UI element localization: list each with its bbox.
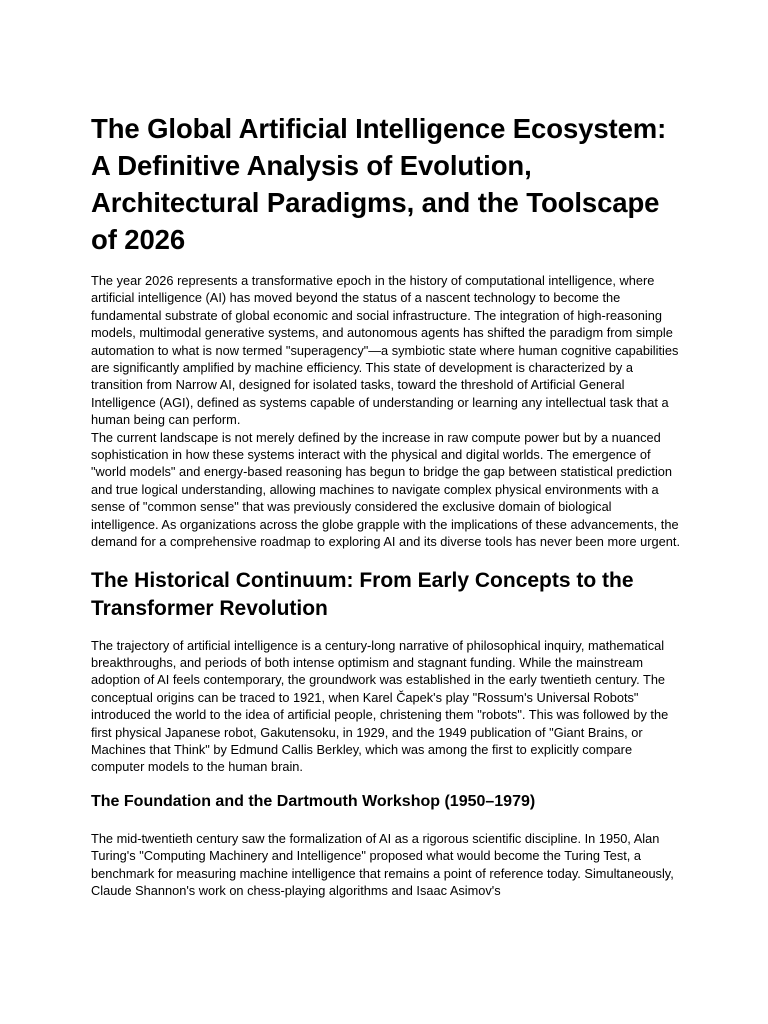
document-page <box>91 110 681 899</box>
intro-paragraph-2: The current landscape is not merely defined by the increase in raw compute power but by a nuanced sophistication in how these systems interact with the physical and digital worlds. The emergence of "world models" and energy-based reasoning has begun to bridge the gap between statistical prediction and true logical understanding, allowing machines to navigate complex physical environments with a sense of "common sense" that was previously considered the exclusive domain of biological intelligence. As organizations across the globe grapple with the implications of these advancements, the demand for a comprehensive roadmap to exploring AI and its diverse tools has never been more urgent. <box>91 429 680 550</box>
section-paragraph: The trajectory of artificial intelligence is a century-long narrative of philosophical inquiry, mathematical breakthroughs, and periods of both intense optimism and stagnant funding. While the mainstream adoption of AI feels contemporary, the groundwork was established in the early twentieth century. The conceptual origins can be traced to 1921, when Karel Čapek's play "Rossum's Universal Robots" introduced the world to the idea of artificial people, christening them "robots". This was followed by the first physical Japanese robot, Gakutensoku, in 1929, and the 1949 publication of "Giant Brains, or Machines that Think" by Edmund Callis Berkley, which was among the first to explicitly compare computer models to the human brain. <box>91 637 669 775</box>
document-title: The Global Artificial Intelligence Ecosystem: A Definitive Analysis of Evolution, Architectural Paradigms, and the Toolscape of 2026 <box>91 113 667 255</box>
section-heading: The Historical Continuum: From Early Concepts to the Transformer Revolution <box>91 568 634 620</box>
intro-paragraph-1: The year 2026 represents a transformative epoch in the history of computational intelligence, where artificial intelligence (AI) has moved beyond the status of a nascent technology to become the fundamental substrate of global economic and social infrastructure. The integration of high-reasoning models, multimodal generative systems, and autonomous agents has shifted the paradigm from simple automation to what is now termed "superagency"—a symbiotic state where human cognitive capabilities are significantly amplified by machine efficiency. This state of development is characterized by a transition from Narrow AI, designed for isolated tasks, toward the threshold of Artificial General Intelligence (AGI), defined as systems capable of understanding or learning any intellectual task that a human being can perform. <box>91 273 679 428</box>
subsection-paragraph: The mid-twentieth century saw the formalization of AI as a rigorous scientific discipline. In 1950, Alan Turing's "Computing Machinery and Intelligence" proposed what would become the Turing Test, a benchmark for measuring machine intelligence that remains a point of reference today. Simultaneously, Claude Shannon's work on chess-playing algorithms and Isaac Asimov's <box>91 830 674 898</box>
subsection-heading: The Foundation and the Dartmouth Workshop (1950–1979) <box>91 792 536 810</box>
